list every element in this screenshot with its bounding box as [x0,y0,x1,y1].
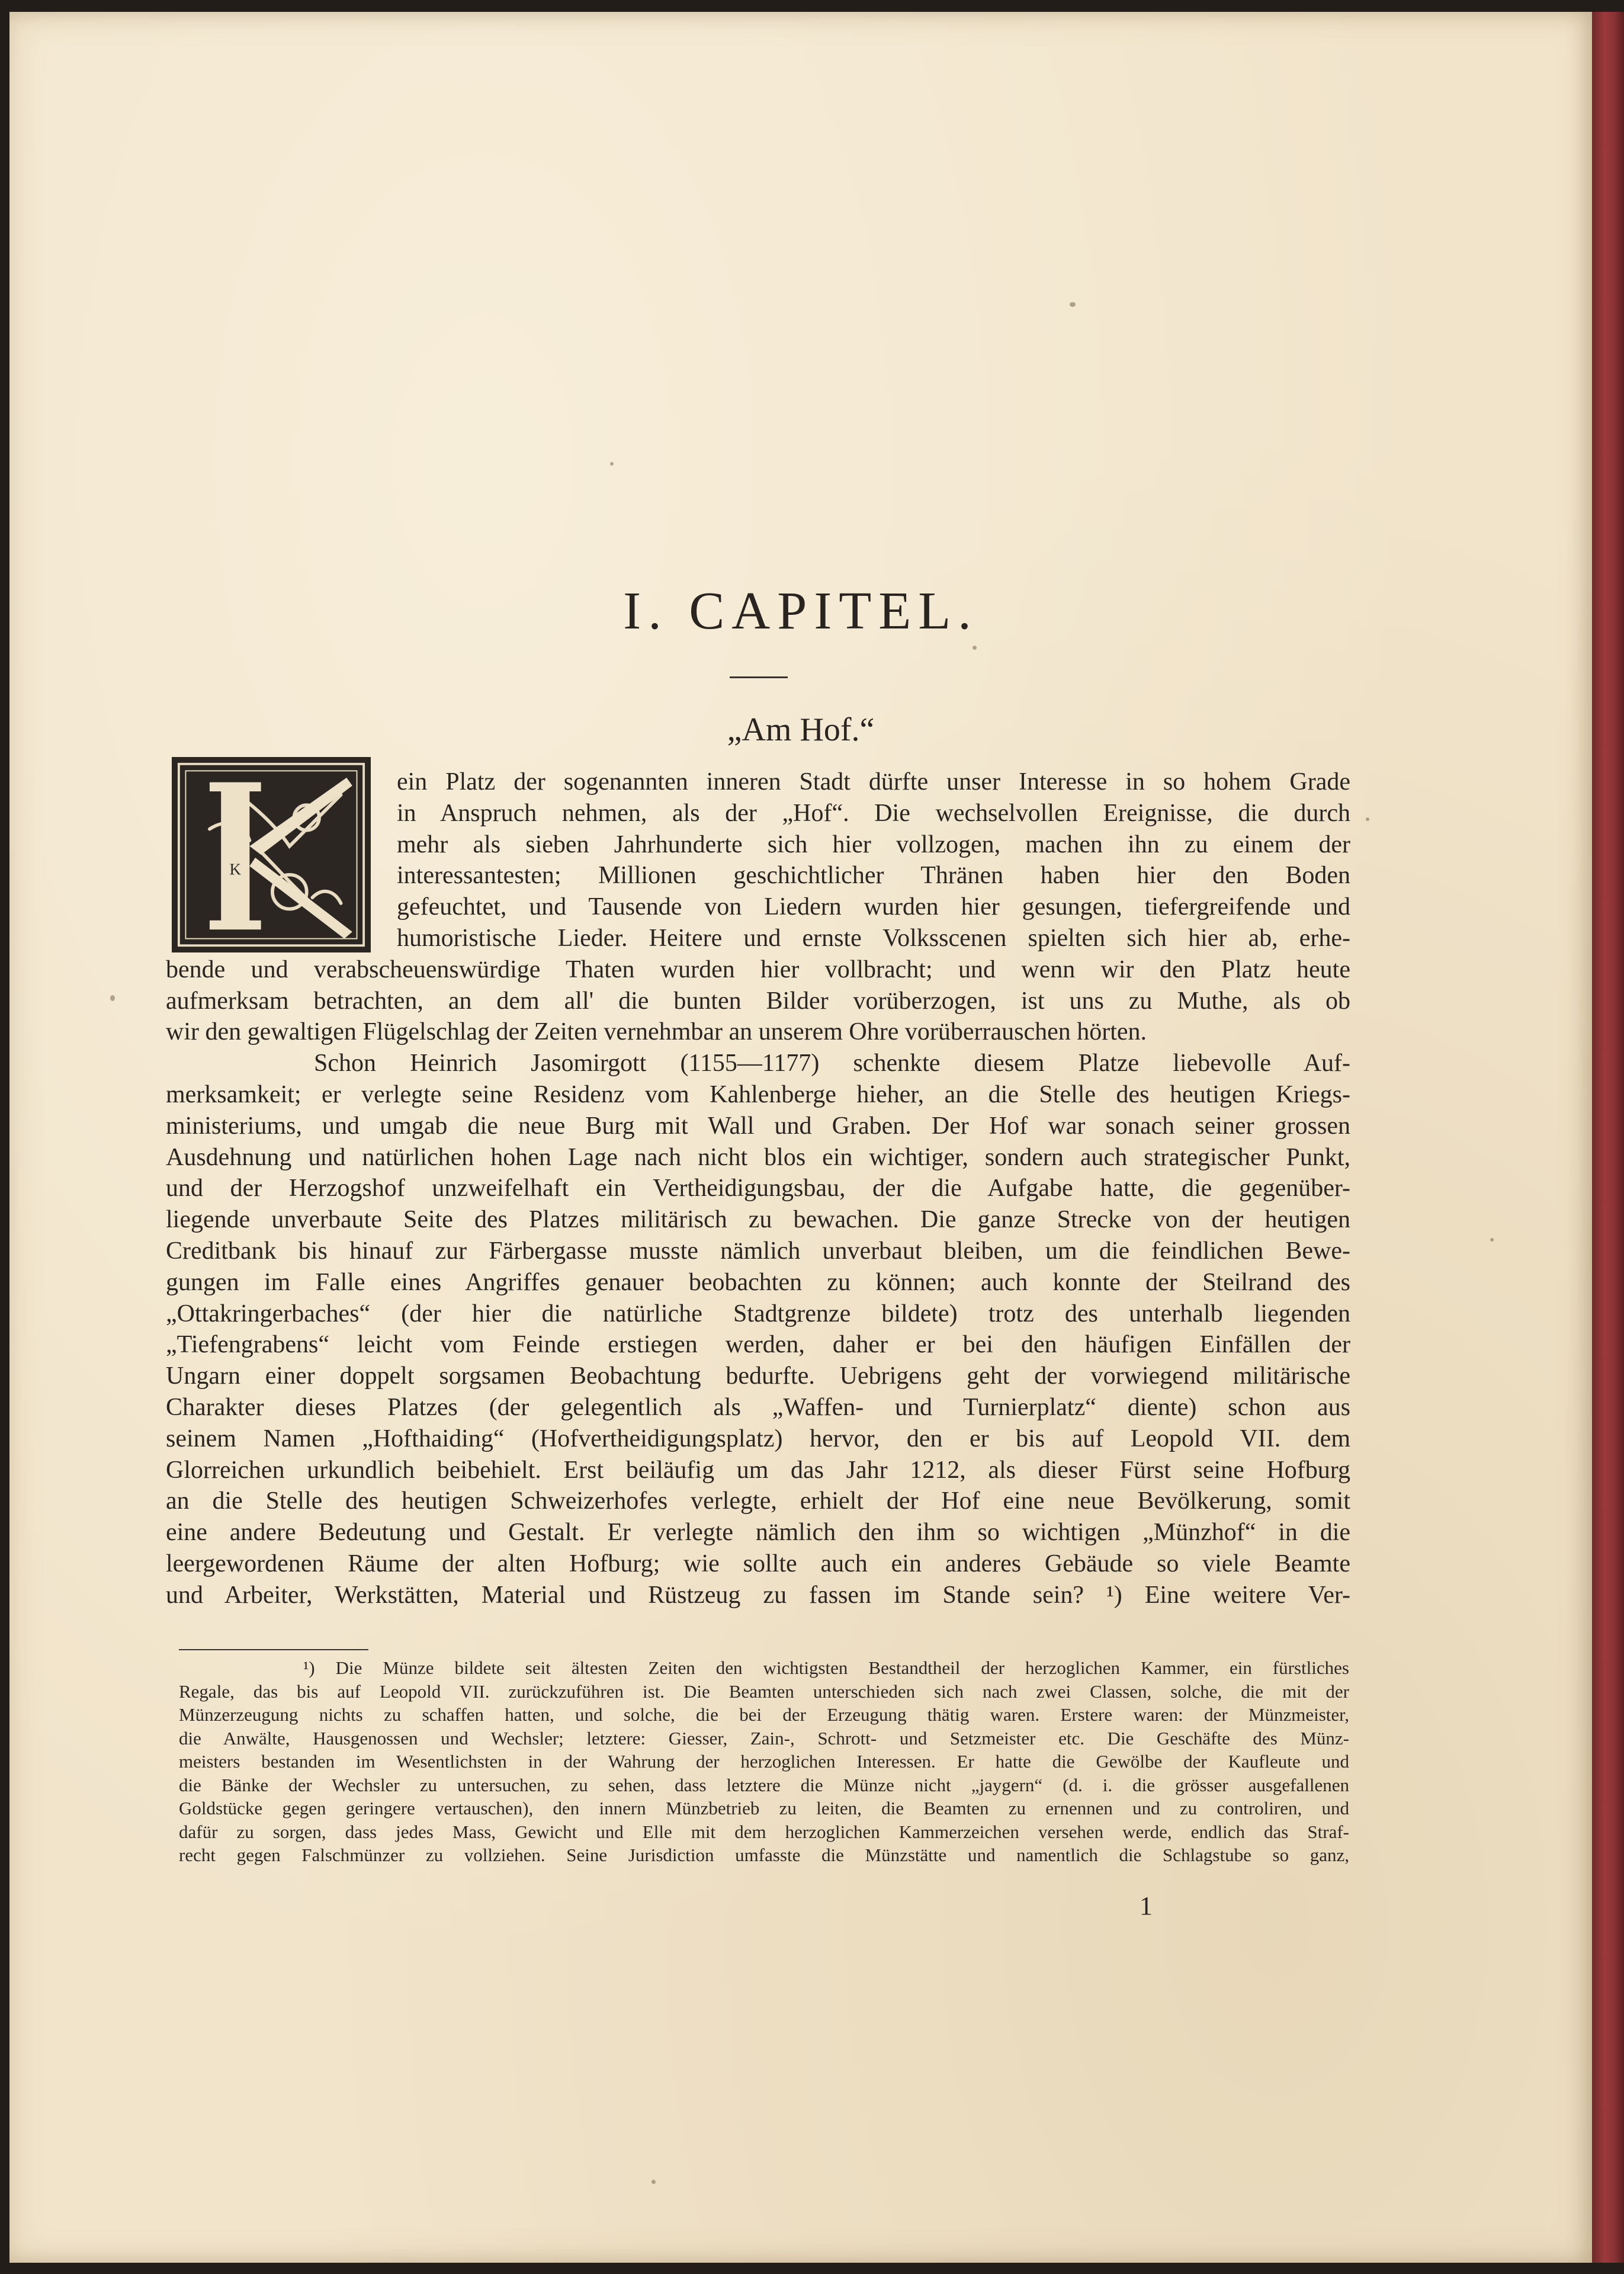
body-line: Ungarn einer doppelt sorgsamen Beobachtung bedurfte. Uebrigens geht der vorwiegend militärische [166,1362,1350,1390]
book-page [9,12,1592,2263]
footnote-line: Goldstücke gegen geringere vertauschen), den innern Münzbetrieb zu leiten, die Beamten zu ernennen und zu controliren, und [179,1798,1349,1818]
paper-speck [973,646,977,650]
page-number: 1 [1140,1891,1153,1920]
body-line: ein Platz der sogenannten inneren Stadt dürfte unser Interesse in so hohem Grade [397,768,1350,796]
body-line: eine andere Bedeutung und Gestalt. Er verlegte nämlich den ihm so wichtigen „Münzhof“ in die [166,1519,1350,1547]
body-line: wir den gewaltigen Flügelschlag der Zeiten vernehmbar an unserem Ohre vorüberrauschen hörten. [166,1018,1147,1046]
footnote-separator [179,1649,368,1650]
body-line: ministeriums, und umgab die neue Burg mit Wall und Graben. Der Hof war sonach seiner grossen [166,1112,1350,1140]
body-line: interessantesten; Millionen geschichtlicher Thränen haben hier den Boden [397,862,1350,890]
body-line: Schon Heinrich Jasomirgott (1155—1177) schenkte diesem Platze liebevolle Auf- [314,1050,1350,1077]
book-binding-edge [1592,12,1624,2263]
paper-speck [1070,302,1076,307]
footnote-line: dafür zu sorgen, dass jedes Mass, Gewicht und Elle mit dem herzoglichen Kammerzeichen versehen werde, endlich das Straf- [179,1821,1349,1842]
title-divider [730,676,788,678]
footnote-line: recht gegen Falschmünzer zu vollziehen. Seine Jurisdiction umfasste die Münzstätte und namentlich die Schlagstube so ganz, [179,1845,1349,1865]
body-line: und Arbeiter, Werkstätten, Material und Rüstzeug zu fassen im Stande sein? ¹) Eine weitere Ver- [166,1581,1350,1609]
footnote-line: die Bänke der Wechsler zu untersuchen, zu sehen, dass letztere die Münze nicht „jaygern“ (d. i. die grösser ausgefallenen [179,1774,1349,1795]
body-line: Ausdehnung und natürlichen hohen Lage nach nicht blos ein wichtiger, sondern auch strategischer Punkt, [166,1143,1350,1171]
paper-speck [651,2180,656,2184]
body-line: bende und verabscheuenswürdige Thaten wurden hier vollbracht; und wenn wir den Platz heute [166,955,1350,983]
body-line: an die Stelle des heutigen Schweizerhofes verlegte, erhielt der Hof eine neue Bevölkerung, somit [166,1487,1350,1515]
body-line: Charakter dieses Platzes (der gelegentlich als „Waffen- und Turnierplatz“ diente) schon aus [166,1393,1350,1421]
paper-speck [610,462,614,466]
paper-speck [1366,817,1369,821]
body-line: gefeuchtet, und Tausende von Liedern wurden hier gesungen, tiefergreifende und [397,893,1350,921]
footnote [179,1656,1349,1867]
body-line: gungen im Falle eines Angriffes genauer beobachten zu können; auch konnte der Steilrand des [166,1268,1350,1296]
body-line: in Anspruch nehmen, als der „Hof“. Die wechselvollen Ereignisse, die durch [397,799,1350,827]
body-line: humoristische Lieder. Heitere und ernste Volksscenen spielten sich hier ab, erhe- [397,924,1350,952]
body-line: merksamkeit; er verlegte seine Residenz vom Kahlenberge hieher, an die Stelle des heutigen Kriegs- [166,1080,1350,1108]
body-line: mehr als sieben Jahrhunderte sich hier vollzogen, machen ihn zu einem der [397,830,1350,858]
body-line: Creditbank bis hinauf zur Färbergasse musste nämlich unverbaut bleiben, um die feindlichen Bewe- [166,1237,1350,1265]
body-line: „Ottakringerbaches“ (der hier die natürliche Stadtgrenze bildete) trotz des unterhalb liegenden [166,1300,1350,1327]
paper-speck [1490,1238,1494,1242]
body-line: „Tiefengrabens“ leicht vom Feinde erstiegen werden, daher er bei den häufigen Einfällen der [166,1331,1350,1359]
paper-speck [110,995,115,1001]
section-title: „Am Hof.“ [727,711,875,748]
body-line: Glorreichen urkundlich beibehielt. Erst beiläufig um das Jahr 1212, als dieser Fürst seine Hofburg [166,1456,1350,1484]
footnote-line: meisters bestanden im Wesentlichsten in der Wahrung der herzoglichen Interessen. Er hatte die Gewölbe der Kaufleute und [179,1751,1349,1772]
body-line: und der Herzogshof unzweifelhaft ein Vertheidigungsbau, der die Aufgabe hatte, die gegenüber- [166,1175,1350,1202]
footnote-line: die Anwälte, Hausgenossen und Wechsler; letztere: Giesser, Zain-, Schrott- und Setzmeister etc. Die Geschäfte des Münz- [179,1727,1349,1749]
body-line: aufmerksam betrachten, an dem all' die bunten Bilder vorüberzogen, ist uns zu Muthe, als ob [166,987,1350,1015]
footnote-line: ¹) Die Münze bildete seit ältesten Zeiten den wichtigsten Bestandtheil der herzoglichen Kammer, ein fürstliches [303,1657,1349,1678]
footnote-line: Münzerzeugung nichts zu schaffen hatten, und solche, die bei der Erzeugung thätig waren. Erstere waren: der Münzmeister, [179,1704,1349,1725]
body-text [166,766,1350,1611]
chapter-title: I. CAPITEL. [623,582,978,640]
body-line: liegende unverbaute Seite des Platzes militärisch zu bewachen. Die ganze Strecke von der heutigen [166,1206,1350,1234]
drop-cap-letter: K [229,860,242,878]
body-line: seinem Namen „Hofthaiding“ (Hofvertheidigungsplatz) hervor, den er bis auf Leopold VII. dem [166,1425,1350,1452]
footnote-line: Regale, das bis auf Leopold VII. zurückzuführen ist. Die Beamten unterschieden sich nach zwei Classen, solche, die mit der [179,1680,1349,1702]
body-line: leergewordenen Räume der alten Hofburg; wie sollte auch ein anderes Gebäude so viele Beamte [166,1550,1350,1577]
